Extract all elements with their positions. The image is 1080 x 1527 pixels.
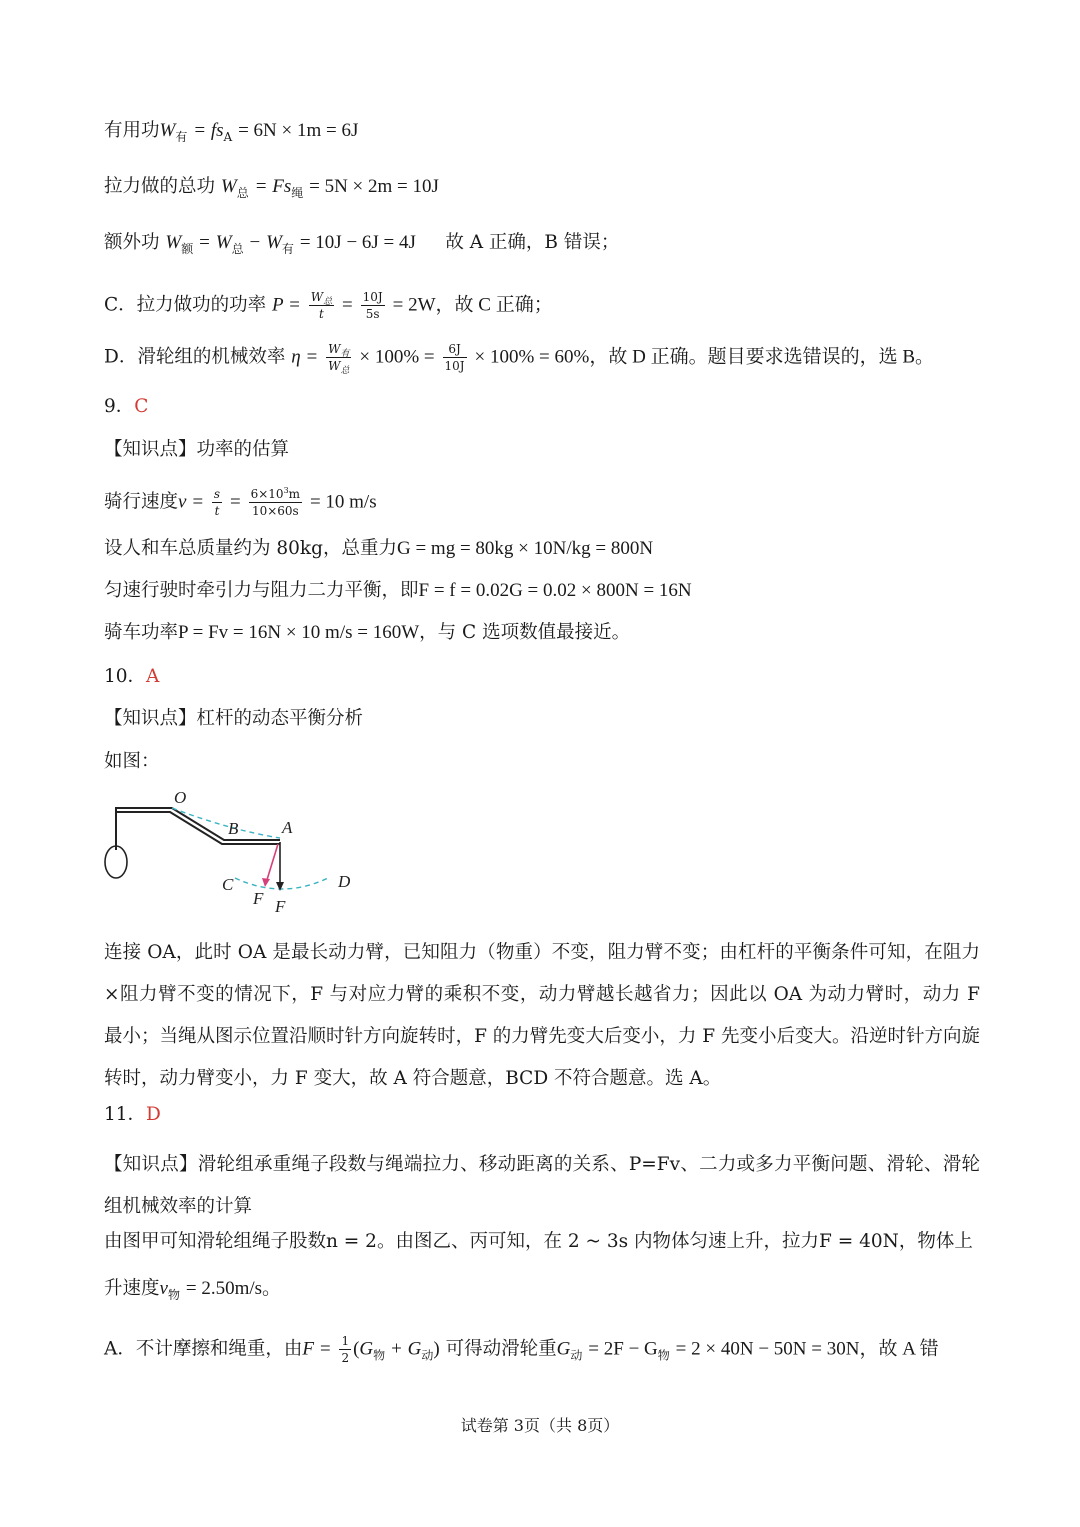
text: 由图甲可知滑轮组绳子股数n = 2。由图乙、丙可知，在 2 ~ 3s 内物体匀速上升，拉力F = 40N，物体上 (104, 1231, 973, 1252)
q9-speed-line (104, 487, 377, 518)
den: 5s (365, 307, 380, 321)
sub: 动 (570, 1348, 583, 1363)
text: 骑车功率 (104, 622, 179, 643)
math: P = Fv = 16N × 10 m/s = 160W (178, 622, 420, 643)
question-11-heading (104, 1102, 161, 1128)
math: = (229, 491, 241, 513)
q11-knowledge (104, 1144, 980, 1228)
sub: 动 (421, 1348, 434, 1363)
power-line (104, 290, 553, 321)
math: ) (433, 1338, 440, 1360)
fraction (339, 1334, 351, 1365)
text: C．拉力做功的功率 (104, 294, 267, 316)
math: = 2W，故 C 正确； (392, 294, 553, 316)
math: = (199, 232, 210, 253)
math: + (391, 1338, 402, 1360)
math: W (159, 120, 176, 141)
q10-as-figure (104, 749, 160, 775)
text: 连接 OA，此时 OA 是最长动力臂，已知阻力（物重）不变，阻力臂不变；由杠杆的平衡条件可知，在阻力×阻力臂不变的情况下，F 与对应力臂的乘积不变，动力臂越长越省力；因此以 OA 为动力臂时，动力 F 最小；当绳从图示位置沿顺时针方向旋转时，F 的力臂先变大后变小，力 F 先变小后变大。沿逆时针方向旋转时，动力臂变小，力 F 变大，故 A 符合题意，BCD 不符合题意。选 A。 (104, 942, 980, 1089)
math: W (266, 232, 282, 253)
math: F = (302, 1338, 332, 1360)
den: t (319, 307, 324, 321)
sub: 物 (373, 1348, 386, 1363)
fraction: $\frac{W_有}{W_总}$ (328, 342, 350, 376)
math: G (359, 1338, 374, 1360)
fraction (249, 487, 302, 518)
text: 【知识点】功率的估算 (104, 439, 290, 460)
unit: m (288, 487, 301, 501)
math: W (165, 232, 182, 253)
q11-line1 (104, 1229, 973, 1255)
page-footer: 试卷第 3页（共 8页） (460, 1416, 620, 1435)
total-work-line (104, 174, 439, 200)
math: − (249, 232, 261, 253)
label-B: B (228, 819, 239, 838)
text: 故 A 正确，B 错误； (445, 232, 620, 253)
math: G (407, 1338, 422, 1360)
q10-explanation (104, 932, 980, 1100)
sub: 总 (340, 366, 350, 376)
math: F = f = 0.02G = 0.02 × 800N = 16N (418, 580, 692, 601)
sup: 3 (283, 486, 289, 495)
text: 匀速行驶时牵引力与阻力二力平衡，即 (104, 580, 419, 601)
extra-work-line (104, 230, 619, 256)
sub: 额 (181, 242, 194, 256)
math: = 10J − 6J = 4J (299, 232, 416, 253)
text: 设人和车总质量约为 80kg，总重力 (104, 538, 397, 559)
lever-diagram (100, 790, 370, 920)
text: 【知识点】杠杆的动态平衡分析 (104, 708, 364, 729)
sub: 总 (323, 297, 333, 307)
text: 可得动滑轮重 (445, 1338, 557, 1360)
text: D．滑轮组的机械效率 (104, 346, 286, 368)
math: W (220, 176, 237, 197)
math: = 10 m/s (309, 491, 377, 513)
q10-knowledge (104, 706, 363, 732)
math: × 100% = (359, 346, 435, 368)
efficiency-line (104, 342, 934, 376)
math: = Fs (254, 176, 292, 197)
text: 额外功 (104, 232, 160, 253)
label-C: C (222, 875, 234, 894)
math: P = (272, 294, 301, 316)
math: ( (353, 1338, 360, 1360)
label-F-oblique: F (253, 889, 264, 908)
q11-line2 (104, 1276, 281, 1302)
math: × 100% = 60%，故 D 正确。题目要求选错误的，选 B。 (474, 346, 934, 368)
fraction (309, 290, 334, 321)
question-10-heading (104, 664, 159, 690)
math: v = (178, 491, 205, 513)
text: A．不计摩擦和绳重，由 (104, 1338, 303, 1360)
label-A: A (282, 818, 293, 837)
num: W (310, 290, 324, 304)
question-number: 9． (104, 396, 135, 417)
math: v (159, 1278, 168, 1299)
q9-knowledge (104, 437, 289, 463)
sub: A (223, 130, 233, 144)
math: W (215, 232, 232, 253)
q9-mass-line (104, 536, 653, 562)
sub: 有 (340, 349, 350, 359)
text: 【知识点】滑轮组承重绳子段数与绳端拉力、移动距离的关系、P=Fv、二力或多力平衡问题、滑轮、滑轮组机械效率的计算 (104, 1154, 980, 1217)
text: 如图： (104, 751, 160, 772)
fraction (443, 342, 467, 373)
text: 升速度 (104, 1278, 160, 1299)
sub: 有 (175, 130, 188, 144)
lever-bar (116, 808, 280, 850)
math: G (556, 1338, 571, 1360)
math: = 6N × 1m = 6J (238, 120, 359, 141)
question-number: 10． (104, 666, 147, 687)
text: 骑行速度 (104, 491, 179, 513)
q11-option-a (104, 1334, 939, 1365)
label-O: O (174, 790, 187, 807)
sub: 总 (236, 186, 249, 200)
fraction (361, 290, 385, 321)
question-9-heading (104, 394, 148, 420)
math: = (342, 294, 353, 316)
q9-power-line (104, 620, 630, 646)
num: 6J (443, 342, 467, 358)
text: ，与 C 选项数值最接近。 (419, 622, 631, 643)
num: 10J (362, 290, 383, 304)
question-number: 11． (104, 1104, 147, 1125)
sub: 绳 (291, 186, 304, 200)
force-arrow-oblique (266, 844, 278, 883)
answer: A (146, 666, 160, 687)
text: 拉力做的总功 (104, 176, 216, 197)
answer: C (134, 396, 149, 417)
sub: 物 (167, 1288, 180, 1302)
q9-balance-line (104, 578, 692, 604)
label-F-vertical: F (275, 897, 286, 916)
den: 2 (341, 1351, 350, 1365)
math: = 5N × 2m = 10J (309, 176, 439, 197)
den: 10J (444, 359, 465, 373)
force-arrowhead-oblique (262, 878, 270, 887)
hanging-weight (105, 846, 127, 878)
math: η = (291, 346, 319, 368)
math: G = mg = 80kg × 10N/kg = 800N (396, 538, 654, 559)
math: = 2F − G (588, 1338, 658, 1360)
math: = fs (193, 120, 224, 141)
answer: D (146, 1104, 161, 1125)
den: 10×60s (251, 504, 299, 518)
math: = 2 × 40N − 50N = 30N，故 A 错 (675, 1338, 939, 1360)
num: 1 (341, 1334, 350, 1348)
num: 6×10 (250, 487, 284, 501)
text: 有用功 (104, 120, 160, 141)
sub: 物 (657, 1348, 670, 1363)
sub: 有 (281, 242, 294, 256)
useful-work-line (104, 118, 358, 144)
sub: 总 (231, 242, 244, 256)
label-D: D (338, 872, 351, 891)
fraction: $\frac{s}{t}$ (213, 487, 221, 518)
math: = 2.50m/s。 (185, 1278, 282, 1299)
